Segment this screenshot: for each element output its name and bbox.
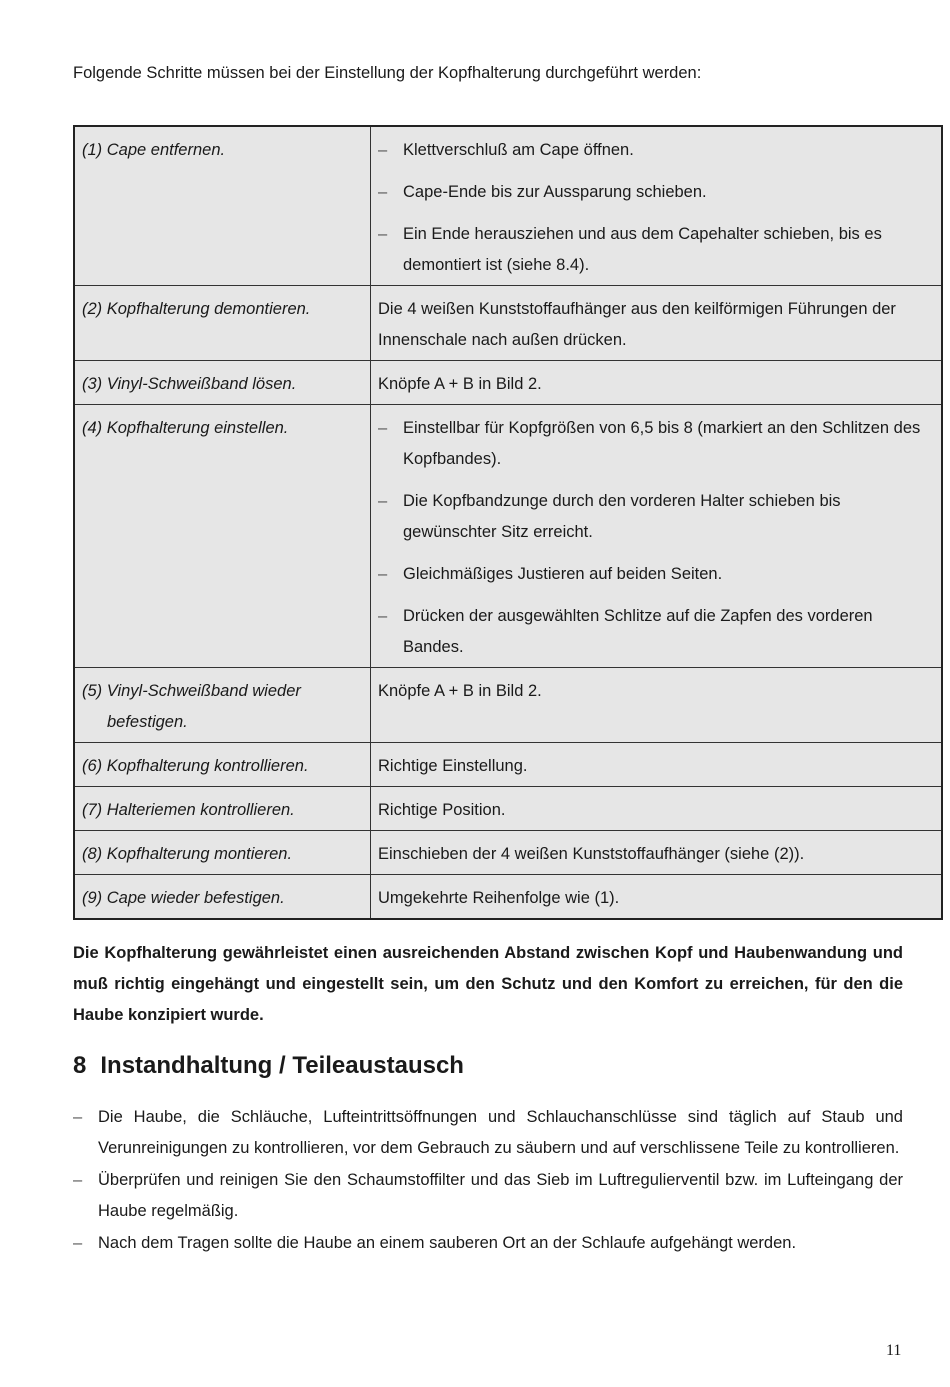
step-description: Umgekehrte Reihenfolge wie (1). — [371, 875, 943, 920]
important-note: Die Kopfhalterung gewährleistet einen ausreichenden Abstand zwischen Kopf und Haubenwandung und muß richtig eingehängt und eingestellt sein, um den Schutz und den Komfort zu erreichen, für den die Haube konzipiert wurde. — [73, 944, 903, 1024]
list-item-text: Einstellbar für Kopfgrößen von 6,5 bis 8 (markiert an den Schlitzen des Kopfbandes). — [403, 419, 921, 468]
bullet-list — [378, 413, 935, 663]
list-item — [378, 177, 935, 208]
bullet-list — [378, 135, 935, 281]
dash-icon: – — [378, 607, 388, 625]
step-label: (8) Kopfhalterung montieren. — [74, 831, 371, 875]
dash-icon: – — [378, 225, 388, 243]
list-item-text: Überprüfen und reinigen Sie den Schaumstoffilter und das Sieb im Luftregulierventil bzw. im Lufteingang der Haube regelmäßig. — [98, 1171, 903, 1220]
list-item-text: Gleichmäßiges Justieren auf beiden Seiten. — [403, 565, 723, 583]
dash-icon: – — [73, 1234, 83, 1252]
step-label: (9) Cape wieder befestigen. — [74, 875, 371, 920]
list-item-text: Nach dem Tragen sollte die Haube an einem sauberen Ort an der Schlaufe aufgehängt werden. — [98, 1234, 797, 1252]
list-item — [73, 1165, 903, 1227]
table-row — [74, 126, 942, 286]
list-item — [73, 1102, 903, 1164]
step-label-continuation: befestigen. — [107, 713, 188, 731]
step-label: (7) Halteriemen kontrollieren. — [74, 787, 371, 831]
table-row — [74, 743, 942, 787]
table-row — [74, 286, 942, 361]
page-number: 11 — [886, 1342, 902, 1359]
dash-icon: – — [378, 565, 388, 583]
steps-table — [73, 125, 943, 920]
list-item — [378, 219, 935, 281]
step-label: (1) Cape entfernen. — [74, 126, 371, 286]
list-item — [73, 1228, 903, 1259]
list-item-text: Klettverschluß am Cape öffnen. — [403, 141, 634, 159]
table-row — [74, 361, 942, 405]
step-label: (6) Kopfhalterung kontrollieren. — [74, 743, 371, 787]
step-description: Knöpfe A + B in Bild 2. — [371, 668, 943, 743]
dash-icon: – — [378, 419, 388, 437]
section-title: Instandhaltung / Teileaustausch — [100, 1052, 464, 1079]
list-item — [378, 486, 935, 548]
step-description: Richtige Position. — [371, 787, 943, 831]
table-row — [74, 831, 942, 875]
maintenance-list — [73, 1102, 903, 1260]
step-description — [371, 405, 943, 668]
list-item-text: Drücken der ausgewählten Schlitze auf die Zapfen des vorderen Bandes. — [403, 607, 873, 656]
list-item-text: Ein Ende herausziehen und aus dem Capehalter schieben, bis es demontiert ist (siehe 8.4). — [403, 225, 882, 274]
step-description — [371, 126, 943, 286]
table-row — [74, 405, 942, 668]
dash-icon: – — [73, 1171, 83, 1189]
step-label — [74, 668, 371, 743]
step-description: Die 4 weißen Kunststoffaufhänger aus den keilförmigen Führungen der Innenschale nach außen drücken. — [371, 286, 943, 361]
list-item — [378, 601, 935, 663]
list-item — [378, 559, 935, 590]
list-item-text: Die Haube, die Schläuche, Lufteintrittsöffnungen und Schlauchanschlüsse sind täglich auf Staub und Verunreinigungen zu kontrollieren, vor dem Gebrauch zu säubern und auf verschlissene Teile zu kontrollieren. — [98, 1108, 903, 1157]
dash-icon: – — [73, 1108, 83, 1126]
table-row — [74, 668, 942, 743]
section-heading — [73, 1052, 464, 1080]
section-number: 8 — [73, 1052, 87, 1079]
step-description: Richtige Einstellung. — [371, 743, 943, 787]
list-item — [378, 413, 935, 475]
intro-text: Folgende Schritte müssen bei der Einstellung der Kopfhalterung durchgeführt werden: — [73, 64, 702, 82]
dash-icon: – — [378, 183, 388, 201]
dash-icon: – — [378, 492, 388, 510]
table-row — [74, 875, 942, 920]
dash-icon: – — [378, 141, 388, 159]
step-description: Einschieben der 4 weißen Kunststoffaufhänger (siehe (2)). — [371, 831, 943, 875]
step-description: Knöpfe A + B in Bild 2. — [371, 361, 943, 405]
step-label: (4) Kopfhalterung einstellen. — [74, 405, 371, 668]
step-label: (3) Vinyl-Schweißband lösen. — [74, 361, 371, 405]
step-label: (2) Kopfhalterung demontieren. — [74, 286, 371, 361]
list-item-text: Cape-Ende bis zur Aussparung schieben. — [403, 183, 707, 201]
list-item — [378, 135, 935, 166]
table-row — [74, 787, 942, 831]
step-label-line: (5) Vinyl-Schweißband wieder — [82, 682, 301, 700]
list-item-text: Die Kopfbandzunge durch den vorderen Halter schieben bis gewünschter Sitz erreicht. — [403, 492, 841, 541]
